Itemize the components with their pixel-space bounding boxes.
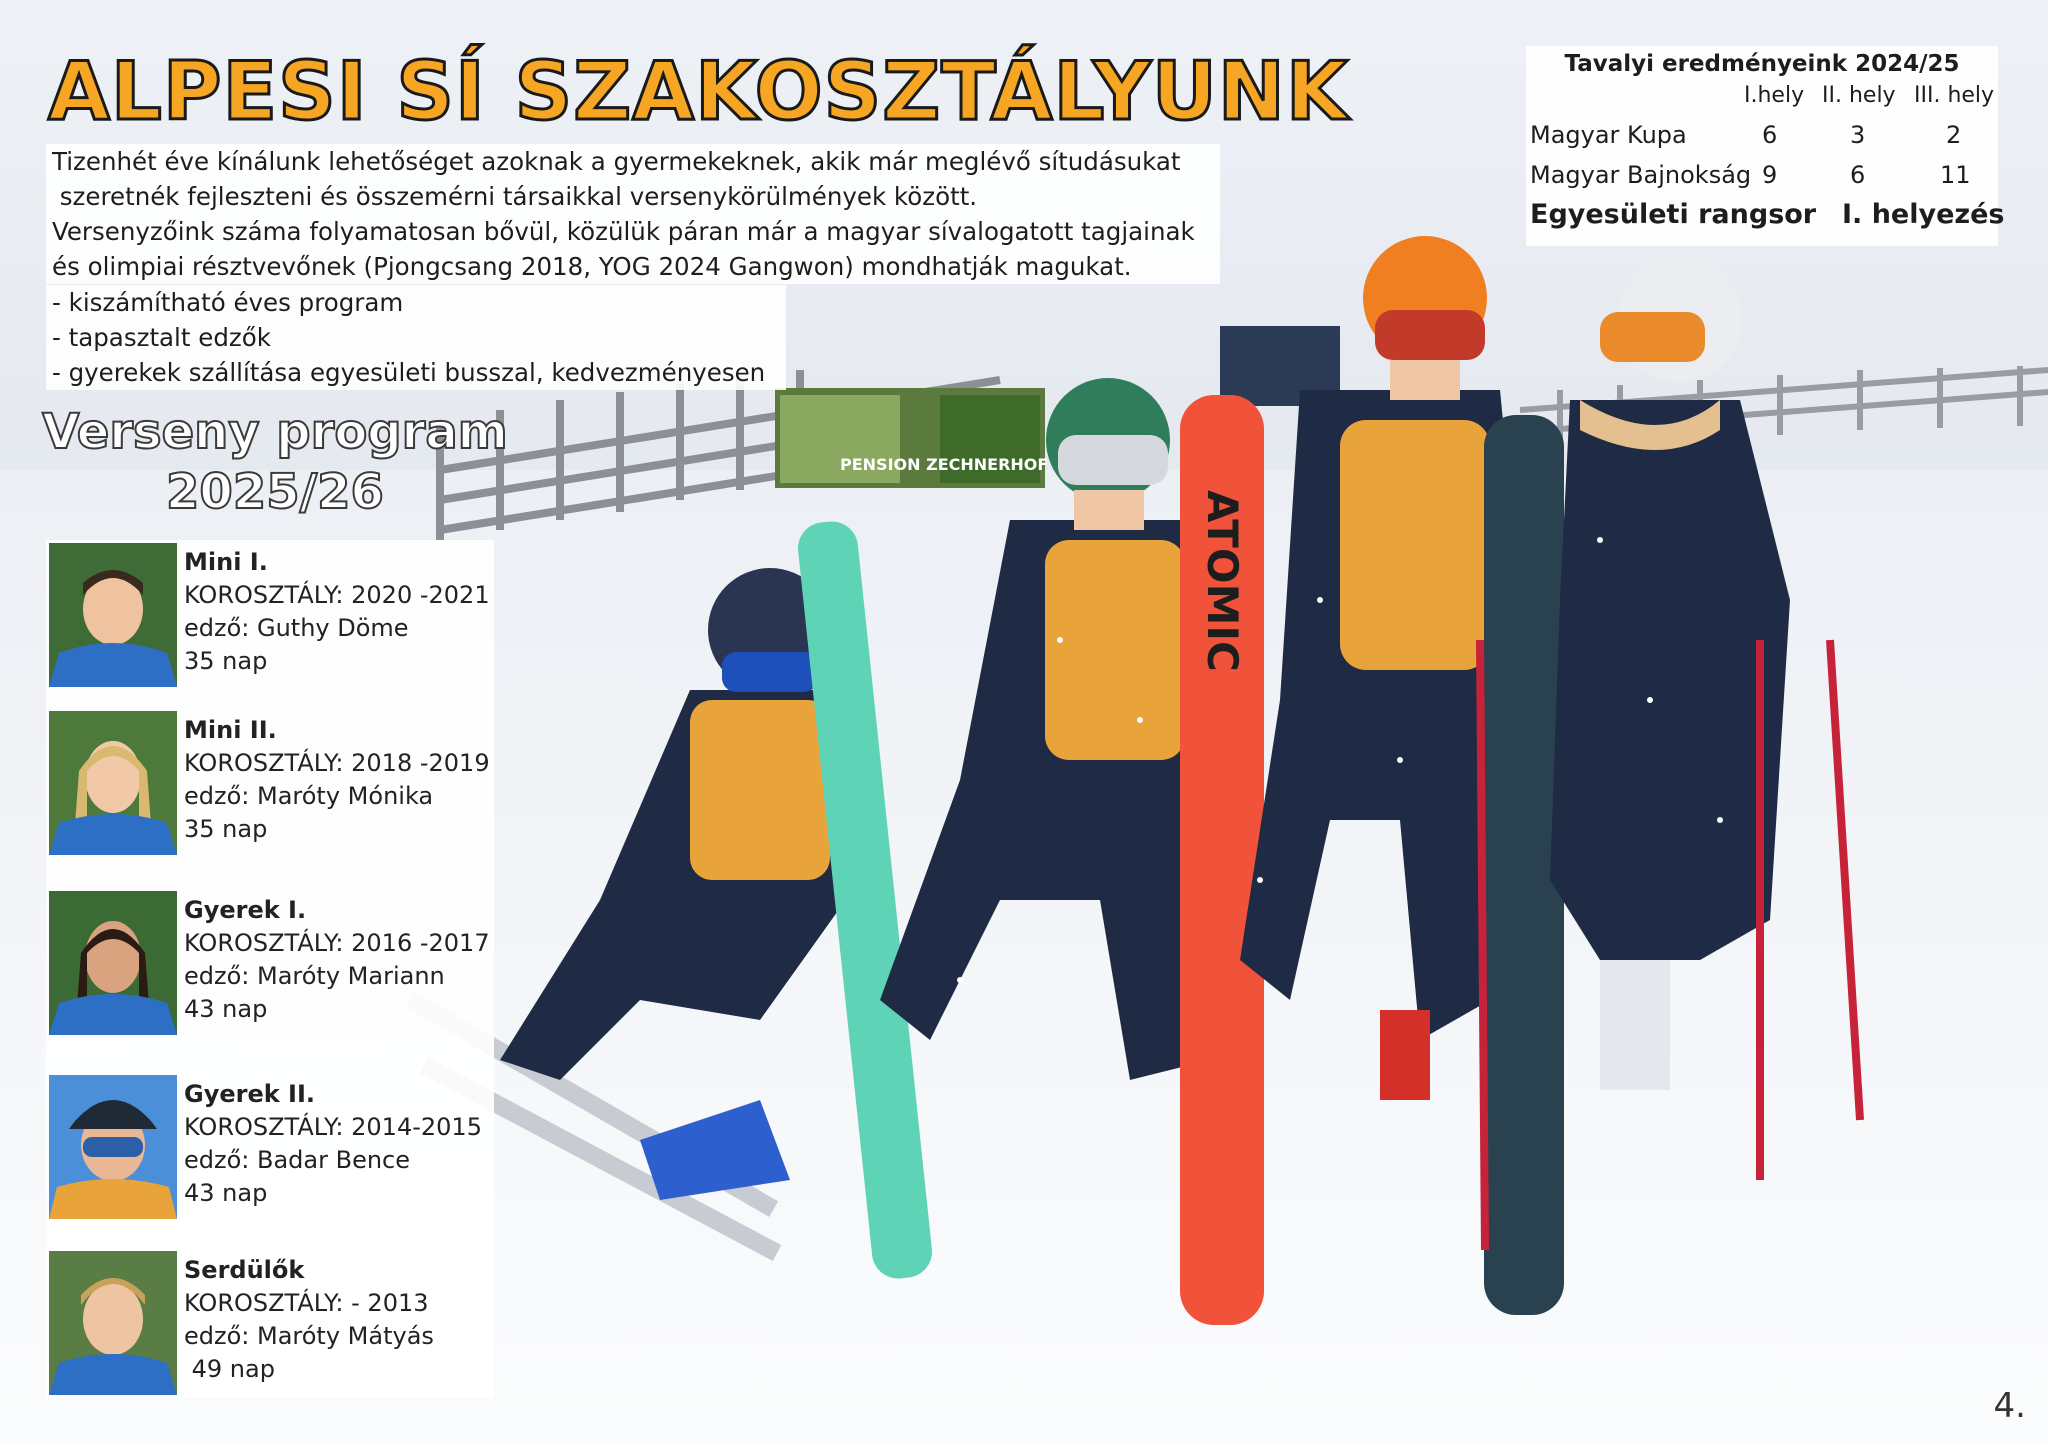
group-coach: edző: Guthy Döme bbox=[184, 614, 409, 642]
group-name: Serdülők bbox=[184, 1256, 305, 1284]
bullet-item: - kiszámítható éves program bbox=[52, 288, 404, 317]
group-days: 43 nap bbox=[184, 995, 268, 1023]
intro-bullets bbox=[46, 285, 786, 390]
group-name: Gyerek II. bbox=[184, 1080, 316, 1108]
group-age: KOROSZTÁLY: 2014-2015 bbox=[184, 1113, 482, 1141]
results-header: II. hely bbox=[1822, 83, 1896, 108]
program-title-line2: 2025/26 bbox=[166, 464, 384, 520]
group-coach: edző: Maróty Mátyás bbox=[184, 1322, 434, 1350]
intro-line: szeretnék fejleszteni és összemérni társaikkal versenykörülmények között. bbox=[52, 182, 978, 211]
intro-line: Versenyzőink száma folyamatosan bővül, közülük páran már a magyar sívalogatott tagjainak bbox=[52, 217, 1195, 246]
bullet-item: - gyerekek szállítása egyesületi busszal, kedvezményesen bbox=[52, 358, 766, 387]
group-coach: edző: Maróty Mariann bbox=[184, 962, 445, 990]
ranking-value: I. helyezés bbox=[1842, 199, 2005, 230]
group-mini-1 bbox=[46, 540, 494, 690]
results-row-label: Magyar Bajnokság bbox=[1530, 161, 1752, 189]
program-title-line1: Verseny program bbox=[42, 404, 508, 460]
results-title: Tavalyi eredményeink 2024/25 bbox=[1564, 51, 1960, 77]
results-value: 2 bbox=[1946, 121, 1962, 149]
group-age: KOROSZTÁLY: - 2013 bbox=[184, 1289, 429, 1317]
bullet-item: - tapasztalt edzők bbox=[52, 323, 271, 352]
group-mini-2 bbox=[46, 708, 494, 858]
ranking-label: Egyesületi rangsor bbox=[1530, 199, 1817, 230]
results-value: 3 bbox=[1850, 121, 1866, 149]
results-header: III. hely bbox=[1914, 83, 1995, 108]
coach-photo bbox=[49, 1251, 177, 1395]
page-number: 4. bbox=[1993, 1386, 2026, 1426]
group-coach: edző: Maróty Mónika bbox=[184, 782, 434, 810]
group-name: Gyerek I. bbox=[184, 896, 307, 924]
group-days: 35 nap bbox=[184, 647, 268, 675]
results-row-label: Magyar Kupa bbox=[1530, 121, 1687, 149]
group-gyerek-2 bbox=[46, 1072, 494, 1222]
training-groups bbox=[46, 540, 494, 1398]
program-title bbox=[40, 402, 510, 522]
intro-line: Tizenhét éve kínálunk lehetőséget azoknak a gyermekeknek, akik már meglévő sítudásukat bbox=[52, 147, 1181, 176]
group-name: Mini II. bbox=[184, 716, 277, 744]
results-value: 11 bbox=[1940, 161, 1971, 189]
group-name: Mini I. bbox=[184, 548, 268, 576]
page-title: ALPESI SÍ SZAKOSZTÁLYUNK bbox=[48, 45, 1349, 138]
intro-line: és olimpiai résztvevőnek (Pjongcsang 2018, YOG 2024 Gangwon) mondhatják magukat. bbox=[52, 252, 1132, 281]
group-days: 43 nap bbox=[184, 1179, 268, 1207]
coach-photo bbox=[49, 543, 177, 687]
results-value: 6 bbox=[1762, 121, 1778, 149]
group-age: KOROSZTÁLY: 2016 -2017 bbox=[184, 929, 490, 957]
results-header: I.hely bbox=[1744, 83, 1805, 108]
group-days: 35 nap bbox=[184, 815, 268, 843]
group-serdulok bbox=[46, 1248, 494, 1398]
intro-text bbox=[46, 144, 1220, 284]
coach-photo bbox=[49, 891, 177, 1035]
group-age: KOROSZTÁLY: 2020 -2021 bbox=[184, 581, 490, 609]
group-gyerek-1 bbox=[46, 888, 494, 1038]
group-age: KOROSZTÁLY: 2018 -2019 bbox=[184, 749, 490, 777]
coach-photo bbox=[49, 711, 177, 855]
results-value: 6 bbox=[1850, 161, 1866, 189]
coach-photo bbox=[49, 1075, 177, 1219]
results-table bbox=[1526, 46, 2005, 246]
sign-text: PENSION ZECHNERHOF bbox=[840, 455, 1049, 474]
ski-brand-text: ATOMIC bbox=[1198, 490, 1247, 672]
group-days: 49 nap bbox=[184, 1355, 275, 1383]
group-coach: edző: Badar Bence bbox=[184, 1146, 411, 1174]
results-value: 9 bbox=[1762, 161, 1778, 189]
